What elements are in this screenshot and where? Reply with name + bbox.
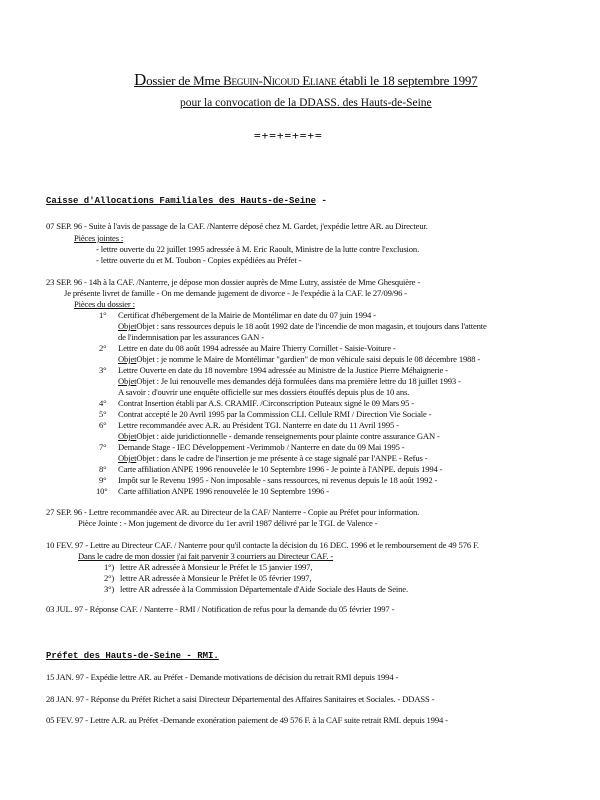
list-item: Impôt sur le Revenu 1995 - Non imposable - sans ressources, ni revenus depuis le 18 août 1992 -: [118, 475, 438, 485]
entry-line: 28 JAN. 97 - Réponse du Préfet Richet a saisi Directeur Départemental des Affaires Sanitaires et Sociales. - DDASS -: [46, 694, 435, 704]
objet-label: Objet: [118, 321, 137, 331]
list-item: Lettre en date du 08 août 1994 adressée au Maire Thierry Cornillet - Saisie-Voiture -: [118, 343, 396, 353]
list-item: Contrat Insertion établi par A.S. CRAMIF. /Circonscription Puteaux signé le 09 Mars 95 -: [118, 398, 414, 408]
title-initial: D: [134, 70, 147, 89]
pieces-dossier-label: Pièces du dossier :: [74, 299, 135, 309]
list-item: [118, 454, 427, 463]
entry-line: 05 FEV. 97 - Lettre A.R. au Préfet -Demande exonération paiement de 49 576 F. à la CAF suite retrait RMI. depuis 1994 -: [46, 715, 448, 725]
objet-text: Objet : dans le cadre de l'insertion je me présente à ce stage signalé par l'ANPE - Refus -: [136, 453, 428, 463]
title-part: ossier de Mme: [146, 73, 224, 88]
entry-line: 15 JAN. 97 - Expédie lettre AR. au Préfet - Demande motivations de décision du retrait RMI depuis 1994 -: [46, 672, 399, 682]
objet-label: Objet: [118, 431, 137, 441]
section-heading-caf: [46, 196, 327, 206]
list-item: [118, 432, 440, 441]
item-number: 1°): [104, 562, 115, 572]
separator: =+=+=+=+=: [254, 129, 323, 142]
item-number: 2°): [104, 573, 115, 583]
list-item: [118, 355, 480, 364]
entry-line: Je présente livret de famille - On me demande jugement de divorce - Je l'expédie à la CAF. le 27/09/96 -: [64, 288, 407, 298]
list-item: - lettre ouverte du et M. Toubon - Copies expédiées au Préfet -: [96, 255, 302, 265]
entry-line: 23 SEP. 96 - 14h à la CAF. /Nanterre, je dépose mon dossier auprès de Mme Lutry, assistée de Mme Ghesquière -: [46, 277, 421, 287]
objet-label: Objet: [118, 376, 137, 386]
list-item: A savoir : d'ouvrir une enquête officielle sur mes dossiers étouffés depuis plus de 10 ans.: [118, 387, 410, 397]
objet-text: Objet : aide juridictionnelle - demande renseignements pour plainte contre assurance GAN -: [136, 431, 440, 441]
list-item: Lettre recommandée avec A.R. au Président TGI. Nanterre en date du 11 Avril 1995 -: [118, 420, 399, 430]
list-item: - lettre ouverte du 22 juillet 1995 adressée à M. Eric Raoult, Ministre de la lutte contre l'exclusion.: [96, 244, 420, 254]
item-number: 3°: [99, 365, 107, 375]
document-subtitle: pour la convocation de la DDASS. des Hauts-de-Seine: [180, 97, 432, 109]
list-item: de l'indemnisation par les assurances GAN -: [118, 332, 264, 342]
list-item: Demande Stage - IEC Développement -Verimmob / Nanterre en date du 09 Mai 1995 -: [118, 442, 405, 452]
item-number: 2°: [99, 343, 107, 353]
objet-label: Objet: [118, 354, 137, 364]
item-number: 5°: [99, 409, 107, 419]
item-number: 9°: [99, 475, 107, 485]
document-title: [134, 70, 477, 90]
entry-line: 10 FEV. 97 - Lettre au Directeur CAF. / Nanterre pour qu'il contacte la décision du 16 DEC. 1996 et le remboursement de 49 576 F.: [46, 540, 479, 550]
section-heading-prefet: [46, 651, 219, 661]
section-heading-text: Caisse d'Allocations Familiales des Hauts-de-Seine: [46, 196, 317, 206]
item-number: 1°: [99, 310, 107, 320]
section-heading-suffix: -: [316, 196, 327, 206]
list-item: Carte affiliation ANPE 1996 renouvelée le 10 Septembre 1996 - Je pointe à l'ANPE. depuis 1994 -: [118, 464, 443, 474]
item-number: 4°: [99, 398, 107, 408]
list-item: Certificat d'hébergement de la Mairie de Montélimar en date du 07 juin 1994 -: [118, 310, 376, 320]
list-item: lettre AR adressée à Monsieur le Préfet le 15 janvier 1997,: [120, 562, 313, 572]
pieces-jointes-label: Pièces jointes :: [74, 233, 124, 243]
list-item: lettre AR adressée à Monsieur le Préfet le 05 février 1997,: [120, 573, 312, 583]
entry-line: 03 JUL. 97 - Réponse CAF. / Nanterre - RMI / Notification de refus pour la demande du 05 février 1997 -: [46, 604, 395, 614]
item-number: 10°: [96, 486, 108, 496]
item-number: 6°: [99, 420, 107, 430]
item-number: 7°: [99, 442, 107, 452]
objet-text: Objet : Je lui renouvelle mes demandes déjà formulées dans ma première lettre du 18 juillet 1993 -: [136, 376, 461, 386]
entry-line: Pièce Jointe : - Mon jugement de divorce du 1er avril 1987 délivré par le TGI. de Valence -: [78, 518, 378, 528]
list-item: [118, 377, 461, 386]
entry-line: 27 SEP. 96 - Lettre recommandée avec AR. au Directeur de la CAF/ Nanterre - Copie au Préfet pour information.: [46, 507, 420, 517]
list-item: Lettre Ouverte en date du 18 novembre 1994 adressée au Ministre de la Justice Pierre Méhaignerie -: [118, 365, 448, 375]
list-item: Carte affiliation ANPE 1996 renouvelée le 10 Septembre 1996 -: [118, 486, 329, 496]
section-heading-text: Préfet des Hauts-de-Seine - RMI.: [46, 651, 219, 661]
objet-label: Objet: [118, 453, 137, 463]
item-number: 3°): [104, 584, 115, 594]
entry-line: 07 SEP. 96 - Suite à l'avis de passage de la CAF. /Nanterre déposé chez M. Gardet, j'expédie lettre AR. au Directeur.: [46, 221, 428, 231]
list-item: Contrat accepté le 20 Avril 1995 par la Commission CLI. Cellule RMI / Direction Vie Sociale -: [118, 409, 432, 419]
title-name: Beguin-Nicoud Eliane: [223, 73, 337, 88]
list-item: lettre AR adressée à la Commission Départementale d'Aide Sociale des Hauts de Seine.: [120, 584, 408, 594]
entry-line: Dans le cadre de mon dossier j'ai fait parvenir 3 courriers au Directeur CAF. -: [78, 551, 334, 561]
title-suffix: établi le 18 septembre 1997: [336, 73, 478, 88]
objet-text: Objet : je nomme le Maire de Montélimar "gardien" de mon véhicule saisi depuis le 08 décembre 1988 -: [136, 354, 481, 364]
item-number: 8°: [99, 464, 107, 474]
list-item: [118, 322, 487, 331]
objet-text: Objet : sans ressources depuis le 18 août 1992 date de l'incendie de mon magasin, et toujours dans l'attente: [136, 321, 487, 331]
